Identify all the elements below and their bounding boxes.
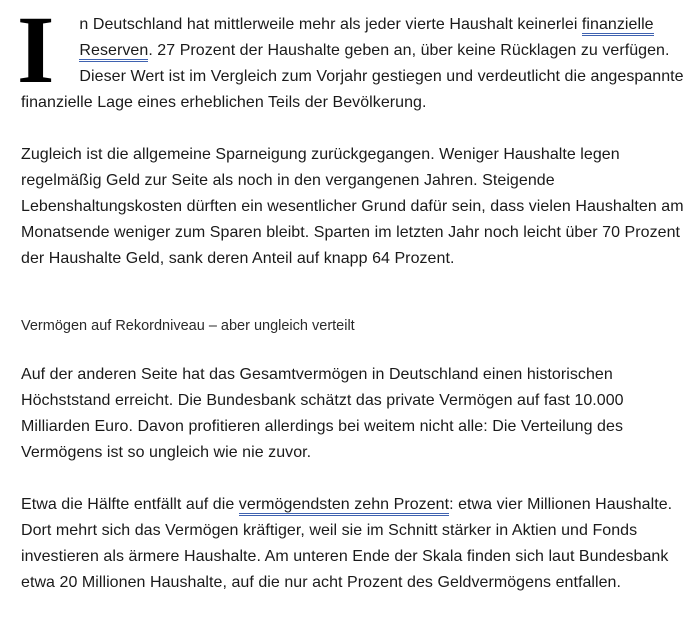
section-subheading: Vermögen auf Rekordniveau – aber ungleich verteilt [21,318,355,334]
paragraph-intro-text-end: . 27 Prozent der Haushalte geben an, über keine Rücklagen zu verfügen. Dieser Wert ist im Vergleich zum Vorjahr gestiegen und verdeutlicht die angespannte finanzielle Lage eines erheblichen Teils der Bevölkerung. [21,42,684,111]
paragraph-verteilung-text-start: Etwa die Hälfte entfällt auf die [21,496,239,513]
paragraph-intro [17,0,686,116]
paragraph-sparneigung: Zugleich ist die allgemeine Sparneigung zurückgegangen. Weniger Haushalte legen regelmäßig Geld zur Seite als noch in den vergangenen Jahren. Steigende Lebenshaltungskosten dürften ein wesentlicher Grund dafür sein, dass vielen Haushalten am Monatsende weniger zum Sparen bleibt. Sparten im letzten Jahr noch leicht über 70 Prozent der Haushalte Geld, sank deren Anteil auf knapp 64 Prozent. [21,146,684,267]
article-body [17,0,686,596]
drop-cap: I [17,0,55,103]
link-finanzielle-reserven[interactable]: finanzielle Reserven [79,16,653,62]
paragraph-gesamtvermoegen: Auf der anderen Seite hat das Gesamtvermögen in Deutschland einen historischen Höchststand erreicht. Die Bundesbank schätzt das private Vermögen auf fast 10.000 Milliarden Euro. Davon profitieren allerdings bei weitem nicht alle: Die Verteilung des Vermögens ist so ungleich wie nie zuvor. [21,366,624,461]
link-vermoegendste-zehn-prozent[interactable]: vermögendsten zehn Prozent [239,496,449,516]
paragraph-verteilung [21,492,686,596]
paragraph-verteilung-text-end: : etwa vier Millionen Haushalte. Dort mehrt sich das Vermögen kräftiger, weil sie im Schnitt stärker in Aktien und Fonds investieren als ärmere Haushalte. Am unteren Ende der Skala finden sich laut Bundesbank etwa 20 Millionen Haushalte, auf die nur acht Prozent des Geldvermögens entfallen. [21,496,673,591]
paragraph-intro-text-start: n Deutschland hat mittlerweile mehr als jeder vierte Haushalt keinerlei [79,16,582,33]
